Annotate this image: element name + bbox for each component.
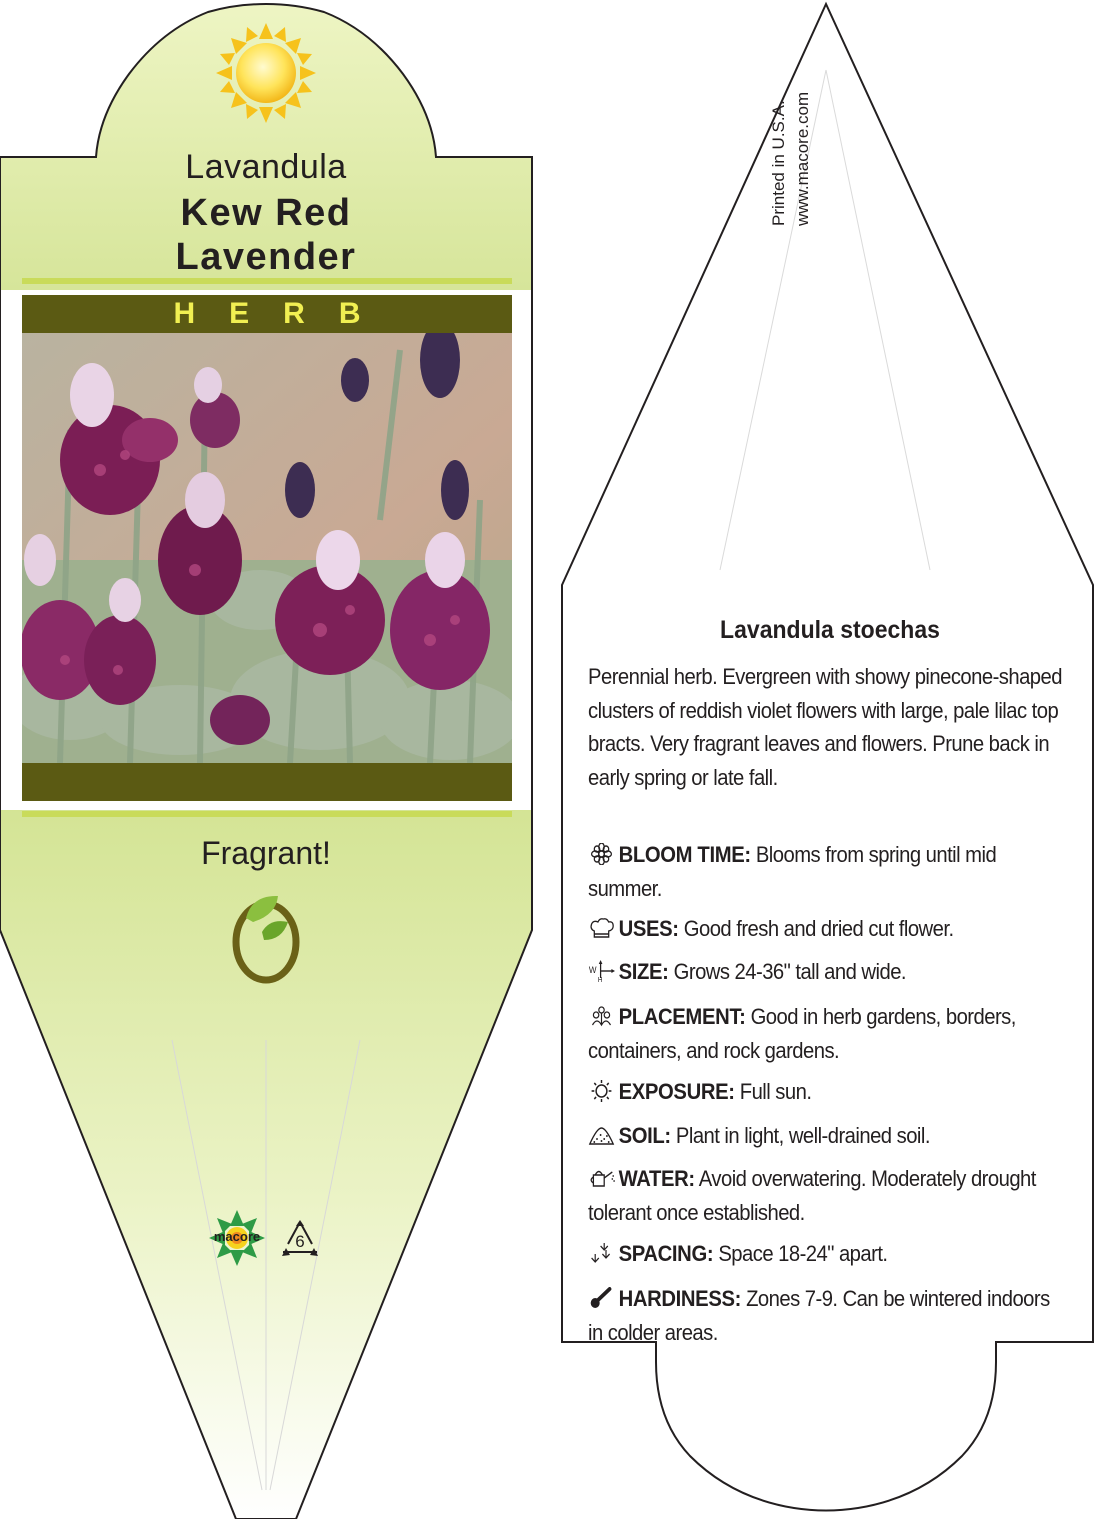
tagline: Fragrant! bbox=[201, 835, 331, 871]
exposure-sun-icon bbox=[588, 1080, 615, 1102]
plant-description: Perennial herb. Evergreen with showy pinecone-shaped clusters of reddish violet flowers with large, pale lilac top bracts. Very fragrant leaves and flowers. Prune back in early spring or late fall. bbox=[588, 664, 1062, 790]
size-icon bbox=[588, 960, 615, 982]
flower-icon bbox=[588, 843, 615, 865]
scientific-name: Lavandula stoechas bbox=[720, 616, 940, 644]
attr-text: Grows 24-36" tall and wide. bbox=[673, 959, 907, 984]
common-name-line1: Kew Red bbox=[180, 192, 352, 234]
printed-in-label: Printed in U.S.A. bbox=[769, 100, 788, 226]
attr-water bbox=[588, 1162, 1065, 1229]
attr-hardiness bbox=[588, 1282, 1065, 1349]
placement-icon bbox=[588, 1005, 615, 1027]
thermometer-icon bbox=[588, 1287, 615, 1309]
recycle-number: 6 bbox=[295, 1232, 305, 1251]
plant-genus: Lavandula bbox=[185, 148, 347, 186]
attr-placement bbox=[588, 1000, 1065, 1067]
attr-text: Good in herb gardens, borders, containers, and rock gardens. bbox=[588, 1004, 1016, 1063]
attr-label: WATER: bbox=[618, 1166, 695, 1191]
attr-label: HARDINESS: bbox=[618, 1286, 742, 1311]
lavender-photo bbox=[10, 322, 520, 763]
attr-label: SIZE: bbox=[618, 959, 669, 984]
watering-can-icon bbox=[588, 1167, 615, 1189]
attr-bloom-time bbox=[588, 838, 1065, 905]
attr-label: USES: bbox=[618, 916, 679, 941]
chef-hat-icon bbox=[588, 917, 615, 939]
attr-exposure bbox=[588, 1075, 1065, 1109]
attr-text: Blooms from spring until mid summer. bbox=[588, 842, 997, 901]
attr-label: SOIL: bbox=[618, 1123, 671, 1148]
attr-text: Good fresh and dried cut flower. bbox=[683, 916, 954, 941]
sun-icon bbox=[216, 23, 316, 123]
attr-label: PLACEMENT: bbox=[618, 1004, 746, 1029]
website-label: www.macore.com bbox=[793, 91, 812, 226]
attr-label: EXPOSURE: bbox=[618, 1079, 735, 1104]
attr-label: SPACING: bbox=[618, 1241, 714, 1266]
attr-text: Full sun. bbox=[739, 1079, 812, 1104]
attr-label: BLOOM TIME: bbox=[618, 842, 751, 867]
attr-uses bbox=[588, 912, 1065, 946]
attr-text: Avoid overwatering. Moderately drought tolerant once established. bbox=[588, 1166, 1036, 1225]
spacing-icon bbox=[588, 1242, 615, 1264]
svg-text:W: W bbox=[588, 964, 596, 976]
attr-text: Plant in light, well-drained soil. bbox=[675, 1123, 930, 1148]
attr-soil bbox=[588, 1119, 1065, 1153]
soil-icon bbox=[588, 1124, 615, 1146]
attr-text: Zones 7-9. Can be wintered indoors in colder areas. bbox=[588, 1286, 1050, 1345]
category-label: HERB bbox=[173, 297, 395, 330]
macore-logo-text: macore bbox=[213, 1229, 261, 1244]
svg-text:H: H bbox=[597, 976, 602, 982]
attr-size bbox=[588, 955, 1065, 989]
attr-text: Space 18-24" apart. bbox=[718, 1241, 888, 1266]
attr-spacing bbox=[588, 1237, 1065, 1271]
common-name-line2: Lavender bbox=[175, 236, 357, 278]
printed-info bbox=[767, 92, 815, 226]
